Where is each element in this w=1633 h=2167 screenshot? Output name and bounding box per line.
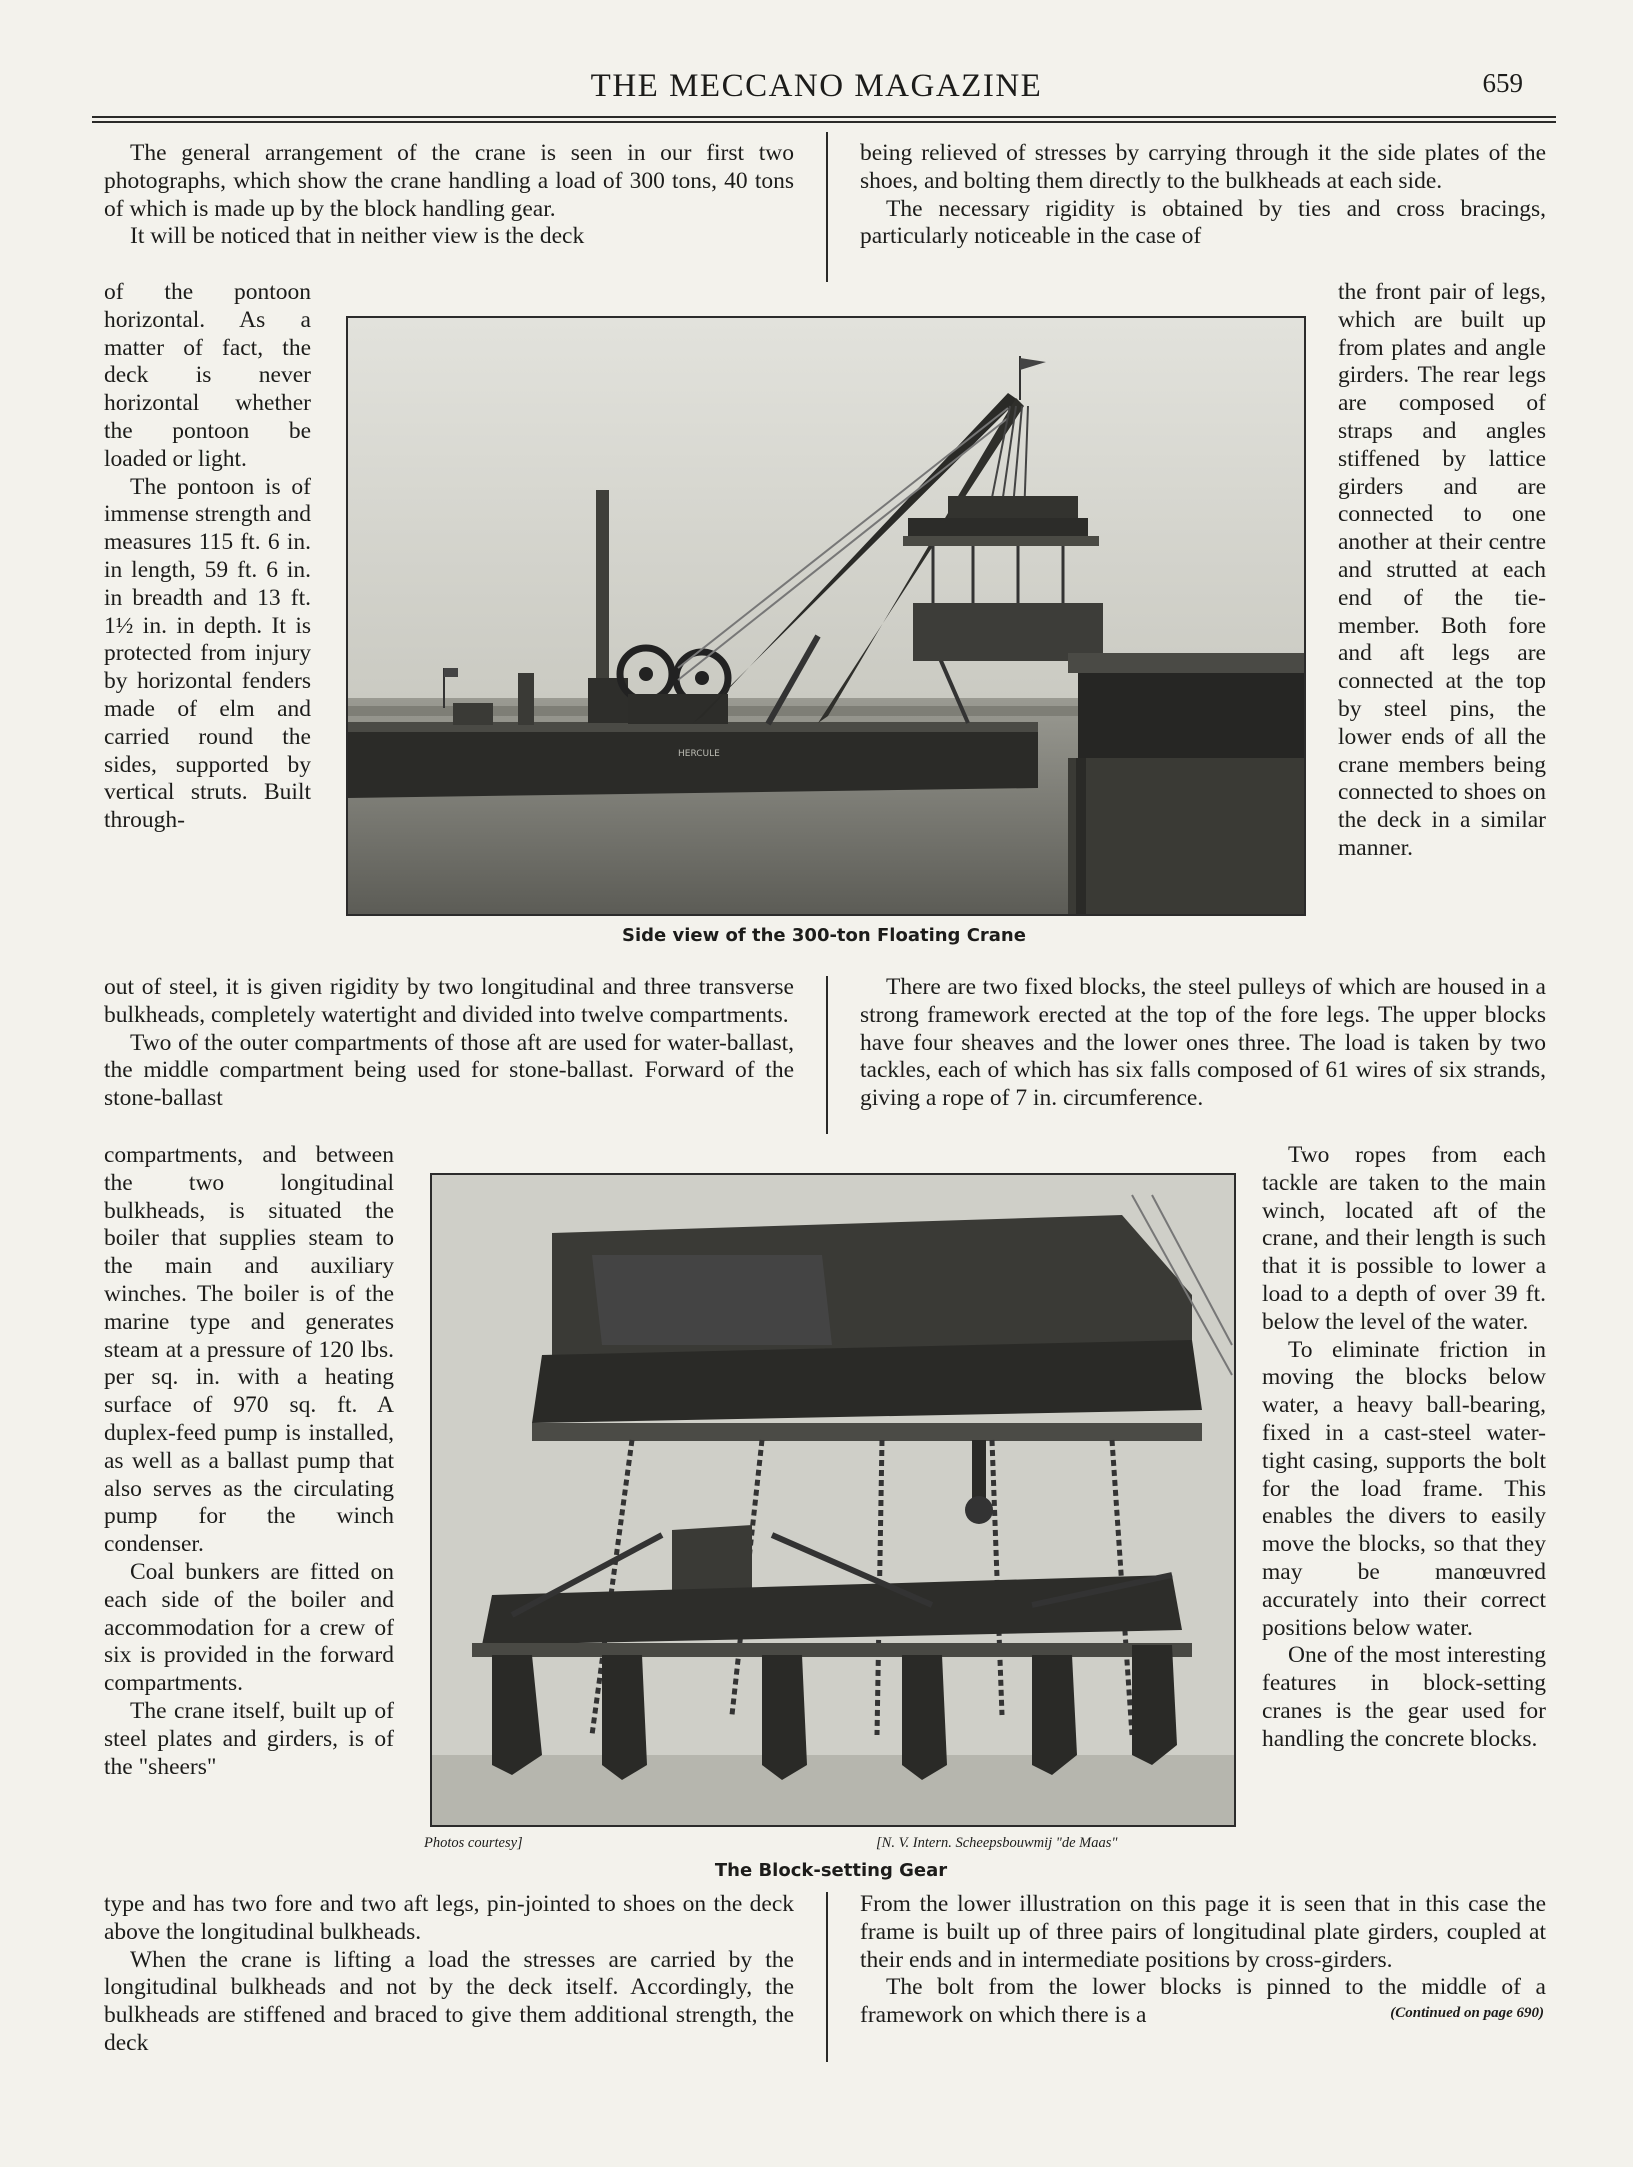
page-header xyxy=(0,68,1633,108)
left-column-middle-text xyxy=(104,974,794,1113)
paragraph: From the lower illustration on this page it is seen that in this case the frame is built up of three pairs of longitudinal plate girders, coupled at their ends and in intermediate positions by cross-girders. xyxy=(860,1891,1546,1973)
paragraph: The crane itself, built up of steel plates and girders, is of the "sheers" xyxy=(104,1697,394,1780)
header-rule-bottom xyxy=(92,121,1556,123)
right-narrow-text-2 xyxy=(1262,1142,1546,1754)
block-setting-gear-photo xyxy=(430,1173,1236,1827)
paragraph: To eliminate friction in moving the blocks below water, a heavy ball-bearing, fixed in a cast-steel water-tight casing, supports the bolt for the load frame. This enables the divers to easily move the blocks, so that they may be manœuvred accurately into their correct positions below water. xyxy=(1262,1336,1546,1641)
paragraph: One of the most interesting features in block-setting cranes is the gear used for handling the concrete blocks. xyxy=(1262,1642,1546,1752)
right-column-bottom-text xyxy=(860,1891,1546,2030)
left-column-top-text xyxy=(104,140,794,251)
right-narrow-text xyxy=(1338,279,1546,863)
paragraph: compartments, and between the two longitudinal bulkheads, is situated the boiler that supplies steam to the main and auxiliary winches. The boiler is of the marine type and generates steam at a pressure of 120 lbs. per sq. in. with a heating surface of 970 sq. ft. A duplex-feed pump is installed, as well as a ballast pump that also serves as the circulating pump for the winch condenser. xyxy=(104,1142,394,1558)
floating-crane-illustration xyxy=(348,318,1304,914)
paragraph: There are two fixed blocks, the steel pulleys of which are housed in a strong framework erected at the top of the fore legs. The upper blocks have four sheaves and the lower ones three. The load is taken by two tackles, each of which has six falls composed of 61 wires of six strands, giving a rope of 7 in. circumference. xyxy=(860,974,1546,1112)
paragraph: the front pair of legs, which are built up from plates and angle girders. The rear legs are composed of straps and angles stiffened by lattice girders and are connected to one another at their centre and strutted at each end of the tie-member. Both fore and aft legs are connected at the top by steel pins, the lower ends of all the crane members being connected to shoes on the deck in a similar manner. xyxy=(1338,279,1546,861)
paragraph: Two ropes from each tackle are taken to the main winch, located aft of the crane, and their length is such that it is possible to lower a load to a depth of over 39 ft. below the level of the water. xyxy=(1262,1142,1546,1335)
continued-note: (Continued on page 690) xyxy=(1390,2005,1544,2022)
column-divider-bottom xyxy=(826,1892,828,2062)
header-rule-top xyxy=(92,116,1556,118)
left-narrow-text xyxy=(104,279,311,835)
right-column-top-text xyxy=(860,140,1546,251)
paragraph: The pontoon is of immense strength and measures 115 ft. 6 in. in length, 59 ft. 6 in. in breadth and 13 ft. 1½ in. in depth. It is protected from injury by horizontal fenders made of elm and carried round the sides, supported by vertical struts. Built through- xyxy=(104,473,311,834)
paragraph: out of steel, it is given rigidity by two longitudinal and three transverse bulkheads, completely watertight and divided into twelve compartments. xyxy=(104,974,794,1028)
column-divider-middle xyxy=(826,976,828,1134)
left-column-bottom-text xyxy=(104,1891,794,2058)
column-divider-top xyxy=(826,132,828,282)
paragraph: It will be noticed that in neither view is the deck xyxy=(130,223,585,250)
paragraph: When the crane is lifting a load the stresses are carried by the longitudinal bulkheads and not by the deck itself. Accordingly, the bulkheads are stiffened and braced to give them additional strength, the deck xyxy=(104,1946,794,2056)
left-narrow-text-2 xyxy=(104,1142,394,1781)
paragraph: The bolt from the lower blocks is pinned to the middle of a framework on which there is a xyxy=(860,1974,1546,2029)
paragraph: Coal bunkers are fitted on each side of the boiler and accommodation for a crew of six is provided in the forward compartments. xyxy=(104,1558,394,1697)
figure-caption-top: Side view of the 300-ton Floating Crane xyxy=(622,925,1026,946)
paragraph: The general arrangement of the crane is seen in our first two photographs, which show the crane handling a load of 300 tons, 40 tons of which is made up by the block handling gear. xyxy=(104,140,794,222)
vessel-name: HERCULE xyxy=(678,749,720,759)
page-number: 659 xyxy=(1482,68,1523,98)
photo-credit-right: [N. V. Intern. Scheepsbouwmij "de Maas" xyxy=(876,1835,1118,1851)
right-column-middle-text xyxy=(860,974,1546,1113)
paragraph: Two of the outer compartments of those aft are used for water-ballast, the middle compartment being used for stone-ballast. Forward of the stone-ballast xyxy=(104,1029,794,1112)
photo-credit-left: Photos courtesy] xyxy=(424,1835,523,1851)
block-setting-gear-illustration xyxy=(432,1175,1234,1825)
paragraph: being relieved of stresses by carrying through it the side plates of the shoes, and bolting them directly to the bulkheads at each side. xyxy=(860,140,1546,194)
magazine-title: THE MECCANO MAGAZINE xyxy=(590,68,1043,104)
paragraph: type and has two fore and two aft legs, pin-jointed to shoes on the deck above the longitudinal bulkheads. xyxy=(104,1891,794,1945)
paragraph: The necessary rigidity is obtained by ties and cross bracings, particularly noticeable in the case of xyxy=(860,195,1546,250)
paragraph: of the pontoon horizontal. As a matter of fact, the deck is never horizontal whether the pontoon be loaded or light. xyxy=(104,279,311,472)
figure-caption-bottom: The Block-setting Gear xyxy=(714,1860,948,1881)
floating-crane-photo xyxy=(346,316,1306,916)
